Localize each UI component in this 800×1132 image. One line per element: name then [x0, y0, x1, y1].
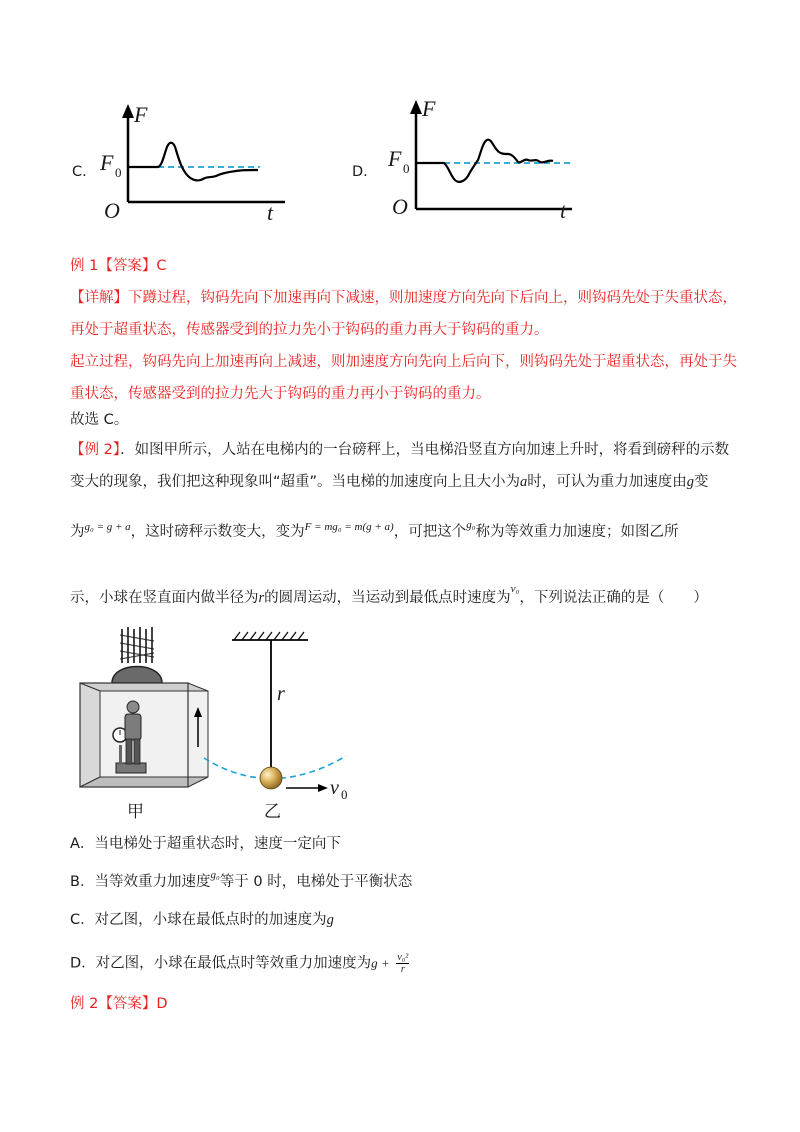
- ex2-q4-text-c: ，下列说法正确的是（ ）: [519, 590, 708, 606]
- figure-pendulum: [196, 628, 386, 808]
- option-b-text-b: 等于 0 时，电梯处于平衡状态: [219, 874, 413, 890]
- ex2-q3-text-d: 称为等效重力加速度；如图乙所: [475, 524, 679, 540]
- option-c-text: C．对乙图，小球在最低点时的加速度为: [70, 912, 327, 928]
- ex1-answer: 例 1【答案】C: [70, 258, 167, 274]
- ex1-detail-line2: 再处于超重状态，传感器受到的拉力先小于钩码的重力再大于钩码的重力。: [70, 322, 549, 338]
- option-b-text-a: B．当等效重力加速度: [70, 874, 211, 890]
- option-d-denominator: r: [400, 964, 405, 975]
- ex2-q2-text-a: 变大的现象，我们把这种现象叫“超重”。当电梯的加速度向上且大小为: [70, 474, 521, 490]
- ex2-question-line3: [70, 519, 679, 543]
- ex1-detail-line4: 重状态，传感器受到的拉力先大于钩码的重力再小于钩码的重力。: [70, 386, 491, 402]
- graph-d-x-label: t: [560, 198, 567, 223]
- option-d-g-plus: g +: [371, 955, 390, 971]
- figure-yi-label: 乙: [264, 802, 281, 822]
- option-d-label: D.: [352, 164, 368, 180]
- var-v0: v₀: [510, 583, 520, 595]
- option-d-fraction: [396, 952, 409, 975]
- figure-r-label: r: [277, 683, 285, 705]
- graph-d-f0-sub: 0: [403, 161, 410, 176]
- option-d-text: D．对乙图，小球在最低点时等效重力加速度为: [70, 955, 372, 972]
- figure-v-label: v: [330, 777, 339, 799]
- ex1-detail-tag: 【详解】: [70, 290, 128, 306]
- option-b: [70, 869, 413, 893]
- graph-c-f0-sub: 0: [115, 165, 122, 180]
- graph-d-origin: O: [392, 194, 408, 219]
- ex2-question-line2: [70, 472, 709, 492]
- var-g0: g₀: [466, 519, 476, 531]
- formula-g0: g₀ = g + a: [84, 521, 131, 533]
- option-c: [70, 910, 334, 930]
- ex1-detail-line1: [70, 288, 737, 308]
- ex2-answer: 例 2【答案】D: [70, 996, 168, 1012]
- ex2-q4-text-b: 的圆周运动，当运动到最低点时速度为: [264, 590, 511, 606]
- ex2-question-line1: [70, 440, 729, 460]
- graph-c: [70, 100, 300, 230]
- ex2-question-line4: [70, 583, 708, 609]
- graph-c-y-label: F: [134, 102, 148, 127]
- formula-F: F = mg₀ = m(g + a): [304, 521, 394, 533]
- option-d-numerator: v₀²: [397, 952, 409, 963]
- graph-d-y-label: F: [422, 96, 436, 121]
- graph-c-f0: F: [100, 150, 114, 175]
- option-d: [70, 952, 409, 975]
- ex2-q3-text-b: ，这时磅秤示数变大，变为: [130, 524, 305, 540]
- ex1-detail-line3: 起立过程，钩码先向上加速再向上减速，则加速度方向先向上后向下，则钩码先处于超重状态，再处于失: [70, 354, 737, 370]
- graph-c-x-label: t: [267, 200, 274, 225]
- figure-v-sub: 0: [341, 787, 348, 802]
- ex2-q4-text-a: 示，小球在竖直面内做半径为: [70, 590, 259, 606]
- option-b-var-g0: g₀: [210, 869, 220, 881]
- ex1-conclusion: 故选 C。: [70, 412, 129, 428]
- graph-d-f0: F: [388, 146, 402, 171]
- ex1-detail-text1: 下蹲过程，钩码先向下加速再向下减速，则加速度方向先向下后向上，则钩码先处于失重状态，: [128, 290, 737, 306]
- option-c-var-g: g: [326, 912, 334, 928]
- graph-c-origin: O: [104, 198, 120, 223]
- var-g: g: [686, 474, 695, 490]
- ex2-q3-text-c: ，可把这个: [393, 524, 467, 540]
- var-a: a: [520, 474, 528, 490]
- option-a: A．当电梯处于超重状态时，速度一定向下: [70, 836, 341, 852]
- figure-jia-label: 甲: [127, 802, 144, 822]
- ex2-q1-text: ．如图甲所示，人站在电梯内的一台磅秤上，当电梯沿竖直方向加速上升时，将看到磅秤的示数: [120, 442, 730, 458]
- ex2-q3-text-a: 为: [70, 524, 85, 540]
- graph-d: [350, 96, 590, 230]
- var-r: r: [258, 590, 265, 606]
- option-c-label: C.: [72, 164, 87, 180]
- ex2-q2-text-b: 时，可认为重力加速度由: [527, 474, 687, 490]
- ex2-tag: 【例 2】: [70, 442, 121, 458]
- ex2-q2-text-c: 变: [694, 474, 709, 490]
- graph-d-plot: [350, 96, 590, 230]
